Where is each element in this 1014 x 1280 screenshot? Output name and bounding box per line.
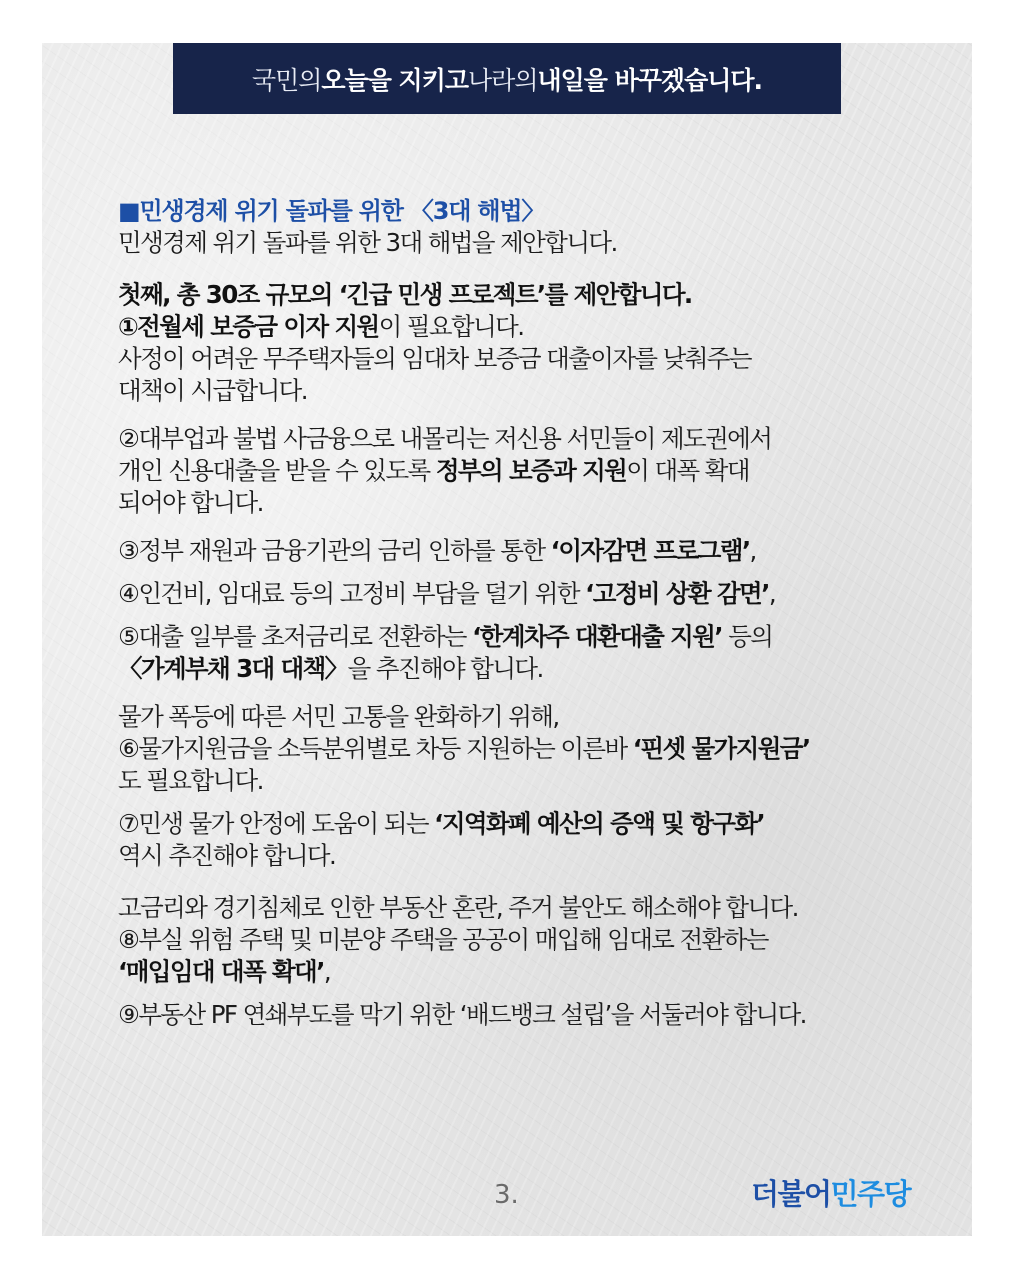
- banner-text-3: 나라의: [468, 65, 538, 95]
- item5-text-e: 을 추진해야 합니다.: [347, 654, 543, 683]
- item7-bold: ‘지역화폐 예산의 증액 및 항구화’: [434, 809, 765, 838]
- item1-bold: ①전월세 보증금 이자 지원: [118, 312, 379, 341]
- item5-line-2: [118, 653, 938, 685]
- intro-line: 민생경제 위기 돌파를 위한 3대 해법을 제안합니다.: [118, 228, 617, 257]
- item7-text-a: ⑦민생 물가 안정에 도움이 되는: [118, 809, 435, 838]
- slogan-banner: [173, 43, 841, 114]
- item6-text-a: ⑥물가지원금을 소득분위별로 차등 지원하는 이른바: [118, 734, 633, 763]
- document-body: [118, 195, 938, 1031]
- item6-line-2: 도 필요합니다.: [118, 766, 263, 795]
- item5-line-1: [118, 621, 938, 653]
- item1-desc-1: 사정이 어려운 무주택자들의 임대차 보증금 대출이자를 낮춰주는: [118, 344, 751, 373]
- item5-bold: ‘한계차주 대환대출 지원’: [472, 622, 723, 651]
- item3-bold: ‘이자감면 프로그램’: [550, 536, 750, 565]
- item8-text-c: ,: [323, 957, 331, 986]
- item2-line-2: [118, 455, 938, 487]
- first-title: [118, 279, 938, 311]
- item1-desc-2: 대책이 시급합니다.: [118, 376, 307, 405]
- item5-text-c: 등의: [722, 622, 773, 651]
- item2-text-c: 이 대폭 확대: [626, 456, 749, 485]
- item2-bold: 정부의 보증과 지원: [435, 456, 627, 485]
- item2-text-a: 개인 신용대출을 받을 수 있도록: [118, 456, 436, 485]
- logo-text-1: 더불어: [751, 1177, 831, 1211]
- item9-line: ⑨부동산 PF 연쇄부도를 막기 위한 ‘배드뱅크 설립’을 서둘러야 합니다.: [118, 1000, 806, 1029]
- item3-line: [118, 535, 938, 567]
- item7-line-2: 역시 추진해야 합니다.: [118, 841, 336, 870]
- item4-text-a: ④인건비, 임대료 등의 고정비 부담을 덜기 위한: [118, 579, 586, 608]
- item8-bold: ‘매입임대 대폭 확대’: [118, 957, 324, 986]
- item8-line-2: [118, 956, 938, 988]
- item6-line-1: [118, 733, 938, 765]
- item3-text-a: ③정부 재원과 금융기관의 금리 인하를 통한: [118, 536, 551, 565]
- item2-line-1: ②대부업과 불법 사금융으로 내몰리는 저신용 서민들이 제도권에서: [118, 424, 772, 453]
- section-heading: ■민생경제 위기 돌파를 위한 〈3대 해법〉: [118, 197, 545, 225]
- item1-rest: 이 필요합니다.: [378, 312, 524, 341]
- page-number: 3.: [494, 1180, 519, 1210]
- price-intro: 물가 폭등에 따른 서민 고통을 완화하기 위해,: [118, 702, 559, 731]
- item8-line-1: ⑧부실 위험 주택 및 미분양 주택을 공공이 매입해 임대로 전환하는: [118, 925, 768, 954]
- item4-line: [118, 578, 938, 610]
- item7-line-1: [118, 808, 938, 840]
- item5-text-a: ⑤대출 일부를 초저금리로 전환하는: [118, 622, 473, 651]
- banner-text-4: 내일을 바꾸겠습니다.: [537, 65, 763, 95]
- first-title-text: 첫째, 총 30조 규모의 ‘긴급 민생 프로젝트’를 제안합니다.: [118, 280, 692, 309]
- item1-line: [118, 311, 938, 343]
- item4-bold: ‘고정비 상환 감면’: [585, 579, 769, 608]
- banner-text-2: 오늘을 지키고: [321, 65, 469, 95]
- item6-bold: ‘핀셋 물가지원금’: [632, 734, 810, 763]
- item2-line-3: 되어야 합니다.: [118, 488, 263, 517]
- item5-bold-2: 〈가계부채 3대 대책〉: [118, 654, 348, 683]
- party-logo: [751, 1172, 910, 1213]
- housing-intro: 고금리와 경기침체로 인한 부동산 혼란, 주거 불안도 해소해야 합니다.: [118, 893, 798, 922]
- banner-text-1: 국민의: [251, 65, 322, 95]
- item3-text-c: ,: [749, 536, 756, 565]
- logo-text-2: 민주당: [830, 1177, 911, 1211]
- item4-text-c: ,: [768, 579, 776, 608]
